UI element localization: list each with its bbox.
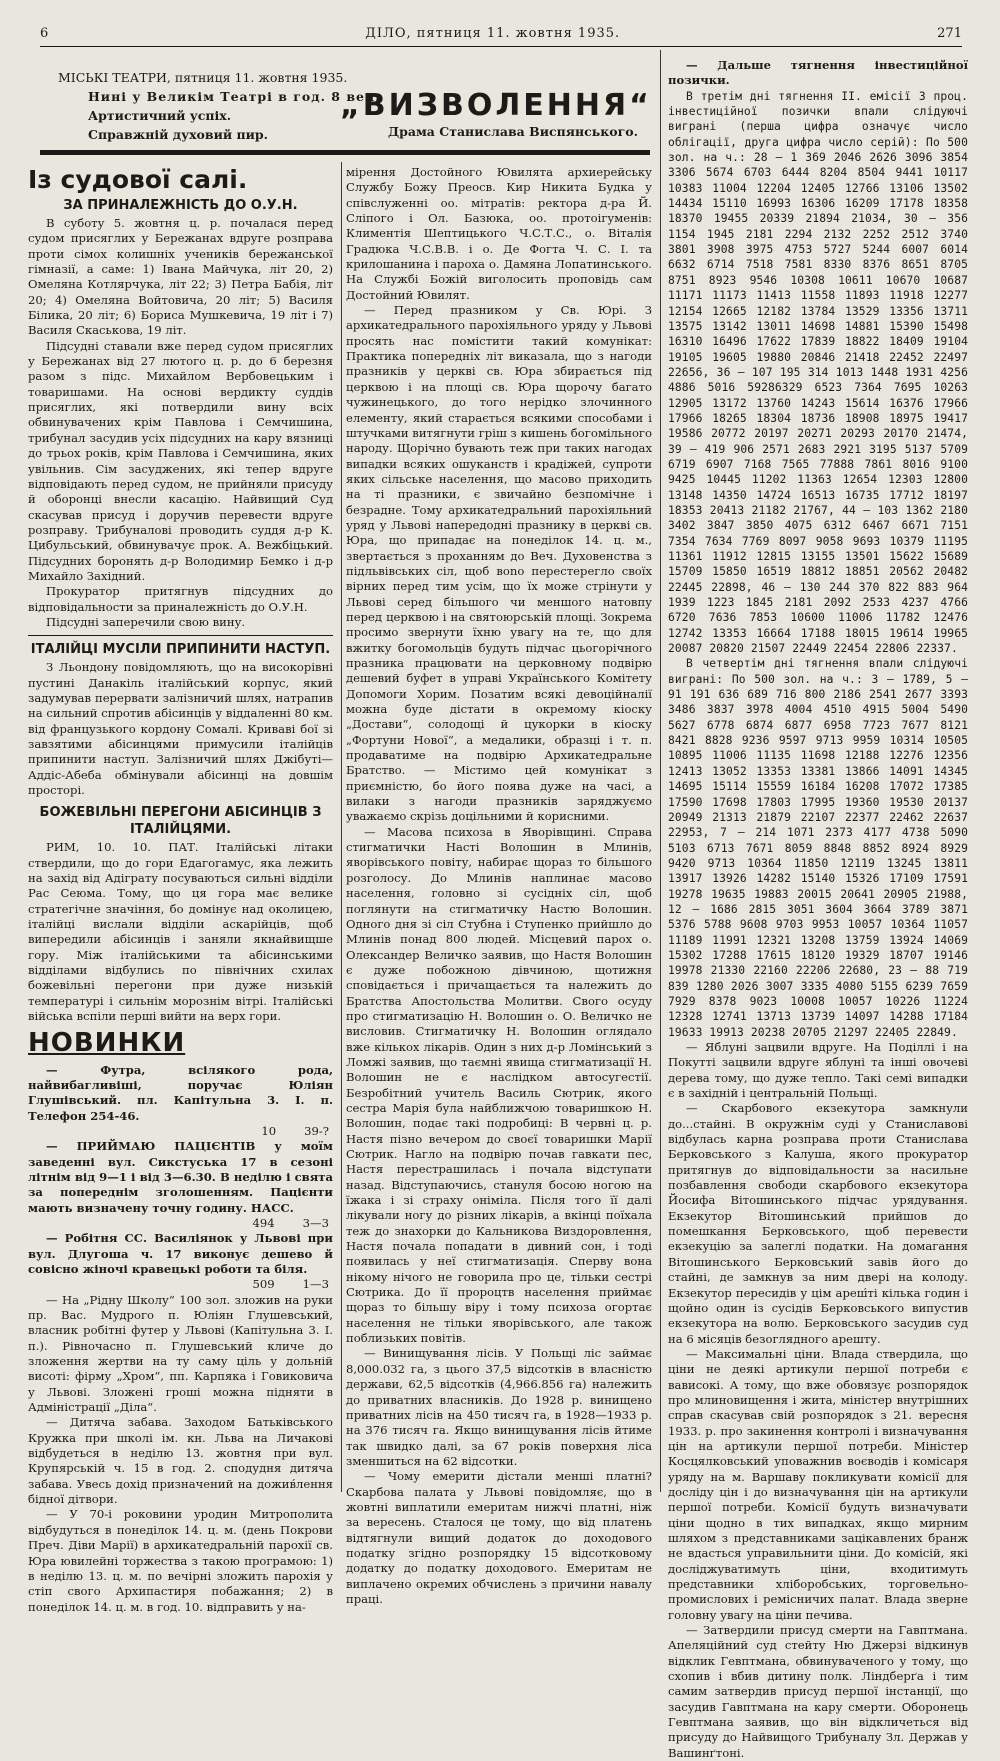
news-pensions: — Чому емерити дістали менші платні? Скарбова палата у Львові повідомляє, що в жовтні виплатили емеритам нижчі платні, ніж за вересень. Сталося це тому, що від платень відтягнули вищий додаток до доходового податку згідно розпорядку 15 відсотковому додатку до податку доходового. Емеритам не виплачено окремих обчислень з причини навалу праці. xyxy=(346,1469,652,1606)
italy-heading-2: БОЖЕВІЛЬНІ ПЕРЕГОНИ АБІСИНЦІВ З ІТАЛІЙЦЯМИ. xyxy=(39,805,322,838)
court-subheading: ЗА ПРИНАЛЕЖНІСТЬ ДО О.У.Н. xyxy=(63,198,298,213)
news-max-prices: — Максимальні ціни. Влада ствердила, що ціни не деякі артикули першої потреби є вависокі. А тому, що вже обовязує розпорядок про млиновищення і жита, міністер внутрішних справ скасував свій розпорядок з 21. вересня 1933. р. про закинення контролі і визначування цін на артикули першої потреби. Міністер Косцялковський уповажнив воєводів і комісаря уряду на м. Варшаву покликувати комісії для досліду цін і до визначування цін на артикули першої потреби. Комісії будуть визначувати ціни щодно в тих випадках, якщо мирним шляхом з представниками зацікавлених бранж не вдасться управильнити ціни. До комісій, які досліджуватимуть ціни, входитимуть представники хліборобських, торговельно-промислових і ремісничих палат. Влада зверне головну увагу на ціни печива. xyxy=(668,1346,968,1622)
ad-patients-numbers xyxy=(28,1216,333,1231)
ad-code: 39-? xyxy=(304,1123,329,1138)
news-hauptmann: — Затвердили присуд смерти на Гавптмана. Апеляційний суд стейту Ню Джерзі відкинув відклик Гевптмана, обвинуваченого у тому, що схопив і вбив дитину полк. Ліндберґа і тим самим затвердив присуд першої інстанції, що засудив Гавптмана на кару смерти. Оборонець Гевптмана заявив, що він відкличеться від присуду до Найвищого Трибуналу Зл. Держав у Вашинґтоні. xyxy=(668,1623,968,1760)
theatre-rule xyxy=(40,150,650,155)
ad-number: 509 xyxy=(252,1277,275,1292)
ad-number: 494 xyxy=(252,1215,275,1230)
ad-patients: — ПРИЙМАЮ ПАЦІЄНТІВ у моїм заведенні вул. Сикстуська 17 в сезоні літнім від 9—1 і від 3—6.30. В неділю і свята за попереднім зголошенням. Пацієнти мають визначену точну годину. НАСС. xyxy=(28,1139,333,1215)
running-head: ДІЛО, пятниця 11. жовтня 1935. xyxy=(365,25,621,41)
court-paragraph: Прокуратор притягнув підсудних до відповідальности за приналежність до О.У.Н. xyxy=(28,584,333,614)
news-children-party: — Дитяча забава. Заходом Батьківського Кружка при школі ім. кн. Льва на Личакові відбудеться в неділю 13. жовтня при вул. Крупярській ч. 15 в год. 2. сподудня дитяча забава. Увесь дохід призначений на дожив́лення бідної дітвори. xyxy=(28,1415,333,1507)
news-executor: — Скарбового екзекутора замкнули до...стайні. В окружнім суді у Станиславові відбулась карна розправа проти Станислава Берковського з Калуша, якого прокуратор притягнув до відповідальности за насильне позбавлення свободи скарбового екзекутора Йосифа Вітошинського підчас урядування. Екзекутор Вітошинський прийшов до помешкання Берковського, щоб перевести екзекуцію за залеглі податки. На домагання Вітошинського Берковський завів його до стайні, де замкнув за ним двері на колоду. Екзекутор пересидів у цім ареш́ті кілька годин і щойно один із сусідів Берковського випустив екзекутора на волю. Берковського засудив суд на 6 місяців безоглядного арешту. xyxy=(668,1101,968,1346)
news-jubilee-continued: мірення Достойного Ювилята архиерейську Службу Божу Преосв. Кир Никита Будка у співслуженні оо. мітратів: ректора д-ра Й. Сліпого і Ол. Базюка, оо. протоігуменів: Климентія Шептицького Ч.С.Т.С., о. Віталія Градюка Ч.С.В.В. і о. Де Фогта Ч. С. І. та крилошанина і пароха о. Дамяна Лопатинського. На Службі Божій виголосить проповідь сам Достойний Ювилят. xyxy=(346,165,652,302)
column-divider-1 xyxy=(341,162,342,1492)
news-apples: — Яблуні зацвили вдруге. На Поділлі і на Покутті зацвили вдруге яблуні та інші овочеві дерева тому, що дуже тепло. Такі семі випадки є в західній і центральній Польщі. xyxy=(668,1040,968,1101)
news-ridna-shkola: — На „Рідну Школу“ 100 зол. зложив на руки пр. Вас. Мудрого п. Юліян Глушевський, власник робітні футер у Львові (Капітульна 3. І. п.). Рівночасно п. Глушевський кличе до зложення жертви на ту саму ціль у дольній висоті: фірму „Хром“, пп. Карпяка і Говиковича у Львові. Зложені гроші можна підняти в Адміністрації „Діла“. xyxy=(28,1292,333,1415)
column-divider-2 xyxy=(660,50,661,1492)
play-subtitle: Драма Станислава Виспянського. xyxy=(388,124,638,139)
theatre-line-3: Артистичний успіх. xyxy=(88,108,232,123)
court-paragraph: Підсудні заперечили свою вину. xyxy=(46,614,246,629)
ad-code: 1—3 xyxy=(302,1277,329,1292)
section-rule xyxy=(28,635,333,636)
loan-draw-day-3: В третім дні тягнення II. емісії 3 проц. інвестиційної позички впали слідуючі виграні (перша цифра означує число облігації, друга цифра число серій): По 500 зол. на ч.: 28 — 1 369 2046 2626 3096 3854 3306 5674 6703 6444 8204 8504 9441 10117 10383 11004 12204 12405 12766 13106 13502 14434 15110 16993 16306 16209 17178 18358 18370 19455 20339 21894 21034, 30 — 356 1154 1945 2181 2294 2132 2252 2512 3740 3801 3908 3975 4753 5727 5244 6007 6014 6632 6714 7518 7581 8330 8376 8651 8705 8751 8923 9546 10308 10611 10670 10687 11171 11173 11413 11558 11893 11918 12277 12154 12665 12182 13784 13529 13356 13711 13575 13142 13011 14698 14881 15390 15498 16310 16496 17622 17839 18822 18409 19104 19105 19605 19880 20846 21418 22452 22497 22656, 36 — 107 195 314 1013 1448 1931 4256 4886 5016 59286329 6523 7364 7695 10263 12905 13172 13760 14243 15614 16376 17966 17966 18265 18304 18736 18908 18975 19417 19586 20772 20197 20271 20293 20170 21474, 39 — 419 906 2571 2683 2921 3195 5137 5709 6719 6907 7168 7565 77888 7861 8016 9100 9425 10445 11202 11363 12654 12303 12800 13148 14350 14724 16513 16735 17712 18197 18353 20413 21182 21767, 44 — 103 1362 2180 3402 3847 3850 4075 6312 6467 6671 7151 7354 7634 7769 8097 9058 9693 10379 11195 11361 11912 12815 13155 13501 15622 15689 15709 15850 16519 18812 18851 20562 20482 22445 22898, 46 — 130 244 370 822 883 964 1939 1223 1845 2181 2092 2533 4237 4766 6720 7636 7853 10600 11006 11782 12476 12742 13353 16664 17188 18015 19614 19965 20087 20820 21507 22449 22454 22806 22337. xyxy=(668,89,968,656)
theatre-line-1: МІСЬКІ ТЕАТРИ, пятниця 11. жовтня 1935. xyxy=(58,70,348,85)
court-paragraph: В суботу 5. жовтня ц. р. почалася перед судом присяглих у Бережанах вдруге розправа проти сімох колишніх учеників бережанської гімназії, а саме: 1) Івана Майчука, літ 20, 2) Омеляна Котлярчука, літ 22; 3) Петра Бабія, літ 20; 4) Омеляна Войтовича, 20 літ; 5) Василя Білика, 20 літ; 6) Бориса Мушкевича, 19 літ і 7) Василя Скаськова, 19 літ. xyxy=(28,216,333,338)
court-paragraph: Підсудні ставали вже перед судом присяглих у Бережанах від 27 лютого ц. р. до 6 березня разом з підс. Михайлом Вербовецьким і товаришами. На основі вердикту суддів присяглих, які потвердили вину всіх обвинувачених крім Павлова і Семчишина, трибунал засудив усіх підсудних на кару вязниці до трьох років, крім Павлова і Семчишина, яких увільнив. Сім засуджених, які тепер вдруге відповідають перед судом, не прийняли присуду й оборонці внесли касацію. Найвищий Суд скасував присуд і доручив перевести вдруге розправу. Трибуналові проводить суддя д-р К. Цибульський, обвинувачує прок. А. Вежбіцький. Підсудних боронять д-р Володимир Бемко і д-р Михайло Західний. xyxy=(28,338,333,583)
column-1 xyxy=(28,165,333,1614)
italy-paragraph-2: РИМ, 10. 10. ПАТ. Італійські літаки ствердили, що до гори Едагогамус, яка лежить на захід від Адіграту посуваються сильні відділи Рас Сеюма. Тому, що ця гора має велике стратегічне значіння, бо домінує над околицею, італійці вислали відділи аскарійців, щоб випередили абісинців і заняли якнайвищше гору. Між італійськими та абісинськими відділами відбулись по північних схилах божевільні перегони при дуже низькій температурі і сильнім морознім вітрі. Італійські війська вспіли перші вийти на верх гори. xyxy=(28,840,333,1024)
court-heading: Із судової салі. xyxy=(28,165,248,194)
news-forests: — Винищування лісів. У Польщі ліс займає 8,000.032 га, з цього 37,5 відсотків в власністю держави, 62,5 відсотків (4,966.856 га) належить до приватних власників. До 1928 р. винищено приватних лісів на 450 тисяч га, в 1928—1933 р. на 376 тисяч га. Якщо винищування лісів йтиме так швидко далі, за 67 років поверхня ліса зменшиться на 62 відсотки. xyxy=(346,1346,652,1468)
loan-heading: — Дальше тягнення інвестиційної позички. xyxy=(668,58,968,88)
ad-number: 10 xyxy=(261,1123,277,1138)
ad-furs-numbers xyxy=(28,1124,333,1139)
page-number-right: 271 xyxy=(937,25,962,41)
theatre-line-2: Нині у Великім Театрі в год. 8 веч. xyxy=(88,89,381,104)
running-header xyxy=(40,22,962,44)
theatre-line-4: Справжній духовий пир. xyxy=(88,127,268,142)
ad-workshop: — Робітня СС. Василіянок у Львові при вул. Длугоша ч. 17 виконує дешево й совісно жіночі кравецькі роботи та біля. xyxy=(28,1231,333,1276)
ad-workshop-numbers xyxy=(28,1277,333,1292)
column-3 xyxy=(668,58,968,1760)
page-number-left: 6 xyxy=(40,25,49,41)
news-st-yur: — Перед празником у Св. Юрі. З архикатедрального парохіяльного уряду у Львові просять нас помістити такий комунікат: Практика попередніх літ виказала, що з нагоди празників у церкві св. Юра збирається під церквою і на площі св. Юра щорочу багато чужинецького, до того нерідко злочинного елементу, який старається всякими способами і штучками витягнути гріш з кишень богомільного народу. Щорічно бувають теж при таких нагодах випадки всяких ошуканств і крадіжей, супроти яких сільське населення, що масово приходить на ті празники, є звичайно безпомічне і безрадне. Тому архикатедральний парохіяльний уряд у Львові напередодні празнику в церкві св. Юра, що припадає на понеділок 14. ц. м., звертається з проханням до Веч. Духовенства з підльвівських сіл, щоб вono перестерегло своїх вірних перед тим усім, що їх може стрінути у Львові серед більшого чи меншого натовпу перед церквою і на святоюрській площі. Зокрема просимо звернути їхню увагу на те, що для вжитку богомольців будуть підчас цьогорічного празника працювати на церковному подвірю дешевий буфет в управі Українського Комітету Допомоги Хорим. Позатим всякі девоційналії можна буде дістати в окремому кіоску „Достави“, солодощі й цукорки в кіоску „Фортуни Нової“, а медалики, образці і т. п. продаватиме на подвірю Архикатедральне Братство. — Містимо цей комунікат з приємністю, бо його поява дуже на часі, а вилаки з нагоди празників заряджуємо уважаємо скрізь доцільними й корисними. xyxy=(346,303,652,824)
italy-paragraph-1: З Льондону повідомляють, що на високорівні пустині Данакіль італійський корпус, який задумував перервати залізничий шлях, натрапив на сильний спротив абісинців у віддаленні 80 км. від французького кордону Сомалі. Криваві бої зі завзятими абісинцями примусили італійців припинити наступ. Залізничий шлях Джібуті—Аддіс-Абеба обмінували абісинці на довшім просторі. xyxy=(28,660,333,798)
header-rule xyxy=(40,46,962,47)
italy-heading-1: ІТАЛІЙЦІ МУСІЛИ ПРИПИНИТИ НАСТУП. xyxy=(30,642,331,658)
column-2 xyxy=(346,165,652,1606)
news-mass-psychosis: — Масова психоза в Яворівщині. Справа стигматички Насті Волошин в Млинів, яворівського повіту, набирає щораз то більшого розголосу. До Млинів наплинає масово населення, головно зі сусідніх сіл, щоб поглянути на стигматичку Настю Волошин. Одного дня зі сіл Стубна і Ступенко прийшло до Млинів понад 800 людей. Місцевий парох о. Олександер Величко заявив, що Настя Волошин є дуже побожною дівчиною, щотижня сповідається і причащається та належить до Братства Апостольства Молитви. Свого осуду про стигматизацію Н. Волошин о. О. Величко не висловив. Стигматичку Н. Волошин оглядало вже кількох лікарів. Один з них д-р Ломінський з Ломжі заявив, що таємні явища стигматизації Н. Волошин не є наслідком автосугестії. Безробітний учитель Василь Сютрик, якого сестра Марія була найближчою товаришкою Н. Волошин, подає такі подробиці: В червні ц. р. Настя пізно вечером до своєї товаришки Марії Сютрик. Нагло на подвірю почав гавкати пес, Настя перестрашилась і почала відступати назад. Відступаючись, стануля босою ногою на їжака і зі страху оніміла. Після того її далі лікували ногу до різних лікарів, а вкінці поїхала теж до знахорки до Кальниковa Виздоровлення, Настя почала попадати в дивний сон, і тоді появилась у неї стигматизація. Сперву вона нікому нічого не говорила про це, тільки сестрі Сютрика. До її пророцтв населення приймає щораз то більшу віру і тому психоза огортає населення не тільки яворівського, але також поблизьких повітів. xyxy=(346,824,652,1346)
novynky-heading: НОВИНКИ xyxy=(28,1027,186,1058)
ad-code: 3—3 xyxy=(302,1215,329,1230)
play-title: „ВИЗВОЛЕННЯ“ xyxy=(340,88,652,123)
ad-furs: — Футра, всілякого рода, найвибагливіші, поручає Юліян Глушівський. пл. Капітульна 3. І. п. Телефон 254-46. xyxy=(28,1062,333,1123)
news-metropolitan: — У 70-і роковини уродин Митрополита відбудуться в понеділок 14. ц. м. (день Покрови Преч. Діви Марії) в архикатедральній парохії св. Юра ювилейні торжества з такою програмою: 1) в неділю 13. ц. м. по вечірні зложить парохія у стіп свого Архипастиря побажання; 2) в понеділок 14. ц. м. в год. 10. відправить у на- xyxy=(28,1507,333,1614)
loan-draw-day-4: В четвертім дні тягнення впали слідуючі виграні: По 500 зол. на ч.: 3 — 1789, 5 — 91 191 636 689 716 800 2186 2541 2677 3393 3486 3837 3978 4004 4510 4915 5004 5490 5627 6778 6874 6877 6958 7723 7677 8121 8421 8828 9236 9597 9713 9959 10314 10505 10895 11006 11135 11698 12188 12276 12356 12413 13052 13353 13381 13866 14091 14345 14695 15114 15559 16184 16208 17072 17385 17590 17698 17803 17995 19360 19530 20137 20949 21313 21879 22107 22377 22462 22637 22953, 7 — 214 1071 2373 4177 4738 5090 5103 6713 7671 8059 8848 8852 8924 8929 9420 9713 10364 11850 12119 13245 13811 13917 13926 14282 15140 15326 17109 17591 19278 19635 19883 20015 20641 20905 21988, 12 — 1686 2815 3051 3604 3664 3789 3871 5376 5788 9608 9703 9953 10057 10364 11057 11189 11991 12321 13208 13759 13924 14069 15302 17288 17615 18120 19329 18707 19146 19978 21330 22160 22206 22680, 23 — 88 719 839 1280 2026 3007 3335 4080 5155 6239 7659 7929 8378 9023 10008 10057 10226 11224 12328 12741 13713 13739 14097 14288 17184 19633 19913 20238 20705 21297 22405 22849. xyxy=(668,657,968,1039)
